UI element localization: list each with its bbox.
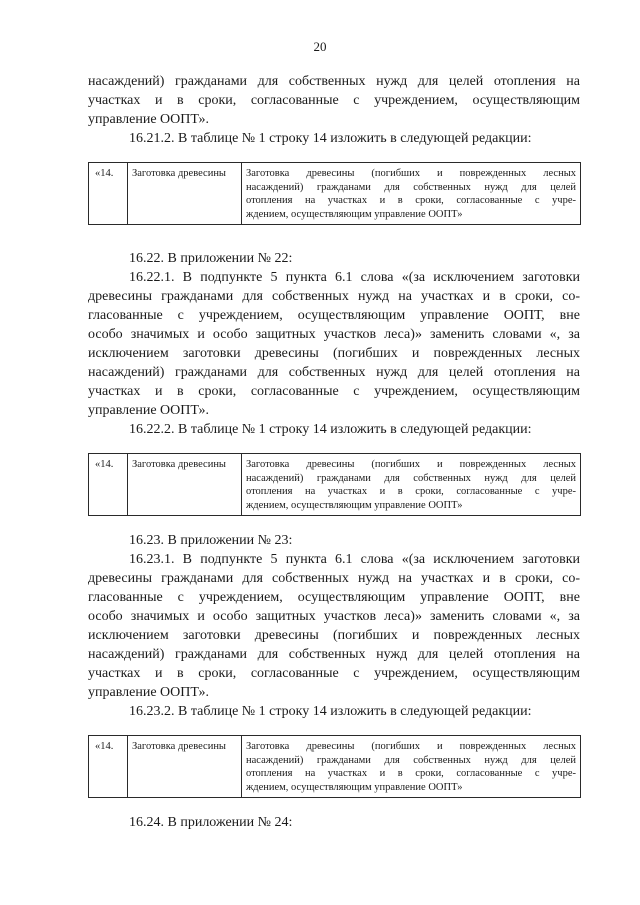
para-16-22-1-line-5: исключением заготовки древесины (погибших и поврежденных лесных — [88, 346, 580, 361]
table-cell-description — [242, 454, 581, 516]
paragraph-16-23-2: 16.23.2. В таблице № 1 строку 14 изложить в следующей редакции: — [129, 704, 532, 719]
table-cell-number: «14. — [89, 736, 128, 798]
table-cell-number: «14. — [89, 163, 128, 225]
paragraph-16-22-2: 16.22.2. В таблице № 1 строку 14 изложить в следующей редакции: — [129, 422, 532, 437]
table-cell-description — [242, 163, 581, 225]
para-16-22-1-line-6: насаждений) гражданами для собственных нужд для целей отопления на — [88, 365, 580, 380]
paragraph-16-22: 16.22. В приложении № 22: — [129, 251, 293, 266]
table-cell-description — [242, 736, 581, 798]
desc-line: Заготовка древесины (погибших и поврежденных лесных — [246, 741, 576, 752]
para1-line-1: насаждений) гражданами для собственных нужд для целей отопления на — [88, 74, 580, 89]
desc-line: Заготовка древесины (погибших и поврежденных лесных — [246, 459, 576, 470]
desc-line: Заготовка древесины (погибших и поврежденных лесных — [246, 168, 576, 179]
para-16-23-1-line-4: особо значимых и особо защитных участков леса)» заменить словами «, за — [88, 609, 580, 624]
desc-line: насаждений) гражданами для собственных нужд для целей — [246, 472, 576, 484]
para-16-22-1-line-7: участках и в сроки, согласованные с учреждением, осуществляющим — [88, 384, 580, 399]
para-16-22-1-line-3: гласованные с учреждением, осуществляющим управление ООПТ, вне — [88, 308, 580, 323]
para-16-23-1-line-8: управление ООПТ». — [88, 685, 210, 700]
para-16-22-1-line-1: 16.22.1. В подпункте 5 пункта 6.1 слова «(за исключением заготовки — [129, 270, 580, 285]
table-cell-number: «14. — [89, 454, 128, 516]
table-cell-name: Заготовка древесины — [128, 454, 242, 516]
para-16-23-1-line-2: древесины гражданами для собственных нужд на участках и в сроки, со- — [88, 571, 580, 586]
table-cell-name: Заготовка древесины — [128, 736, 242, 798]
para-16-23-1-line-7: участках и в сроки, согласованные с учреждением, осуществляющим — [88, 666, 580, 681]
desc-line: насаждений) гражданами для собственных нужд для целей — [246, 181, 576, 193]
desc-line: ждением, осуществляющим управление ООПТ» — [246, 781, 463, 793]
para-16-22-1-line-4: особо значимых и особо защитных участков леса)» заменить словами «, за — [88, 327, 580, 342]
desc-line: ждением, осуществляющим управление ООПТ» — [246, 499, 463, 511]
desc-line: отопления на участках и в сроки, согласованные с учре- — [246, 768, 576, 779]
paragraph-16-24: 16.24. В приложении № 24: — [129, 815, 293, 830]
para1-line-3: управление ООПТ». — [88, 112, 210, 127]
para-16-22-1-line-2: древесины гражданами для собственных нужд на участках и в сроки, со- — [88, 289, 580, 304]
desc-line: ждением, осуществляющим управление ООПТ» — [246, 208, 463, 220]
para-16-23-1-line-1: 16.23.1. В подпункте 5 пункта 6.1 слова «(за исключением заготовки — [129, 552, 580, 567]
page-number: 20 — [313, 39, 327, 54]
table-row-14-third — [88, 735, 581, 798]
table-row-14-first — [88, 162, 581, 225]
para1-line-2: участках и в сроки, согласованные с учреждением, осуществляющим — [88, 93, 580, 108]
paragraph-16-21-2: 16.21.2. В таблице № 1 строку 14 изложить в следующей редакции: — [129, 131, 532, 146]
table-row-14-second — [88, 453, 581, 516]
para-16-22-1-line-8: управление ООПТ». — [88, 403, 210, 418]
desc-line: отопления на участках и в сроки, согласованные с учре- — [246, 195, 576, 206]
desc-line: насаждений) гражданами для собственных нужд для целей — [246, 754, 576, 766]
para-16-23-1-line-5: исключением заготовки древесины (погибших и поврежденных лесных — [88, 628, 580, 643]
paragraph-16-23: 16.23. В приложении № 23: — [129, 533, 293, 548]
desc-line: отопления на участках и в сроки, согласованные с учре- — [246, 486, 576, 497]
para-16-23-1-line-6: насаждений) гражданами для собственных нужд для целей отопления на — [88, 647, 580, 662]
table-cell-name: Заготовка древесины — [128, 163, 242, 225]
para-16-23-1-line-3: гласованные с учреждением, осуществляющим управление ООПТ, вне — [88, 590, 580, 605]
